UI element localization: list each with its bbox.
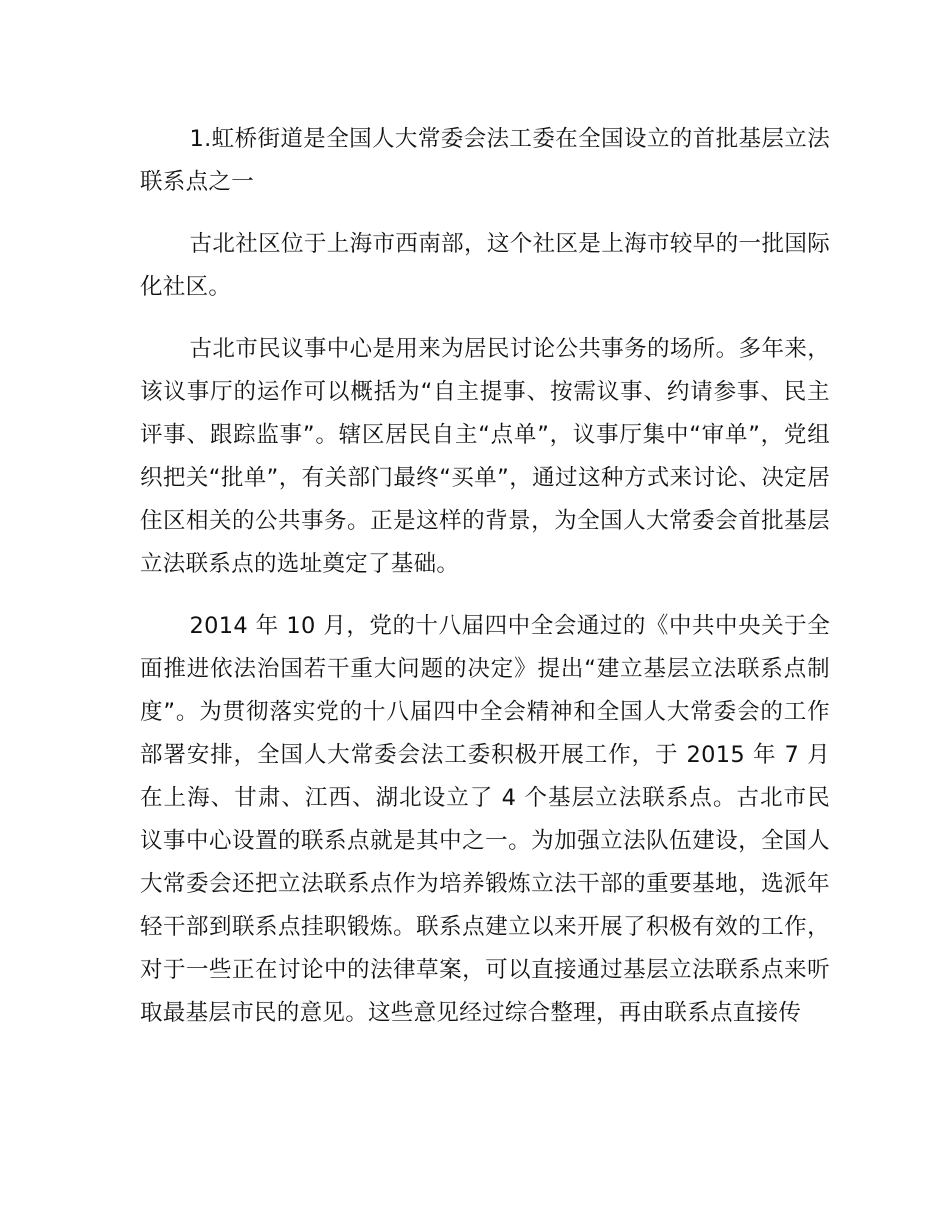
- section-heading: 1.虹桥街道是全国人大常委会法工委在全国设立的首批基层立法联系点之一: [140, 126, 830, 195]
- document-body: [140, 118, 830, 1054]
- paragraph-legislative-contact-point: 2014 年 10 月，党的十八届四中全会通过的《中共中央关于全面推进依法治国若干重大问题的决定》提出“建立基层立法联系点制度”。为贯彻落实党的十八届四中全会精神和全国人大常委会的工作部署安排，全国人大常委会法工委积极开展工作，于 2015 年 7 月在上海、甘肃、江西、湖北设立了 4 个基层立法联系点。古北市民议事中心设置的联系点就是其中之一。为加强立法队伍建设，全国人大常委会还把立法联系点作为培养锻炼立法干部的重要基地，选派年轻干部到联系点挂职锻炼。联系点建立以来开展了积极有效的工作，对于一些正在讨论中的法律草案，可以直接通过基层立法联系点来听取最基层市民的意见。这些意见经过综合整理，再由联系点直接传: [140, 613, 830, 1026]
- paragraph-gubei-community: 古北社区位于上海市西南部，这个社区是上海市较早的一批国际化社区。: [140, 231, 830, 300]
- paragraph-deliberation-center: 古北市民议事中心是用来为居民讨论公共事务的场所。多年来，该议事厅的运作可以概括为“自主提事、按需议事、约请参事、民主评事、跟踪监事”。辖区居民自主“点单”，议事厅集中“审单”，党组织把关“批单”，有关部门最终“买单”，通过这种方式来讨论、决定居住区相关的公共事务。正是这样的背景，为全国人大常委会首批基层立法联系点的选址奠定了基础。: [140, 336, 830, 577]
